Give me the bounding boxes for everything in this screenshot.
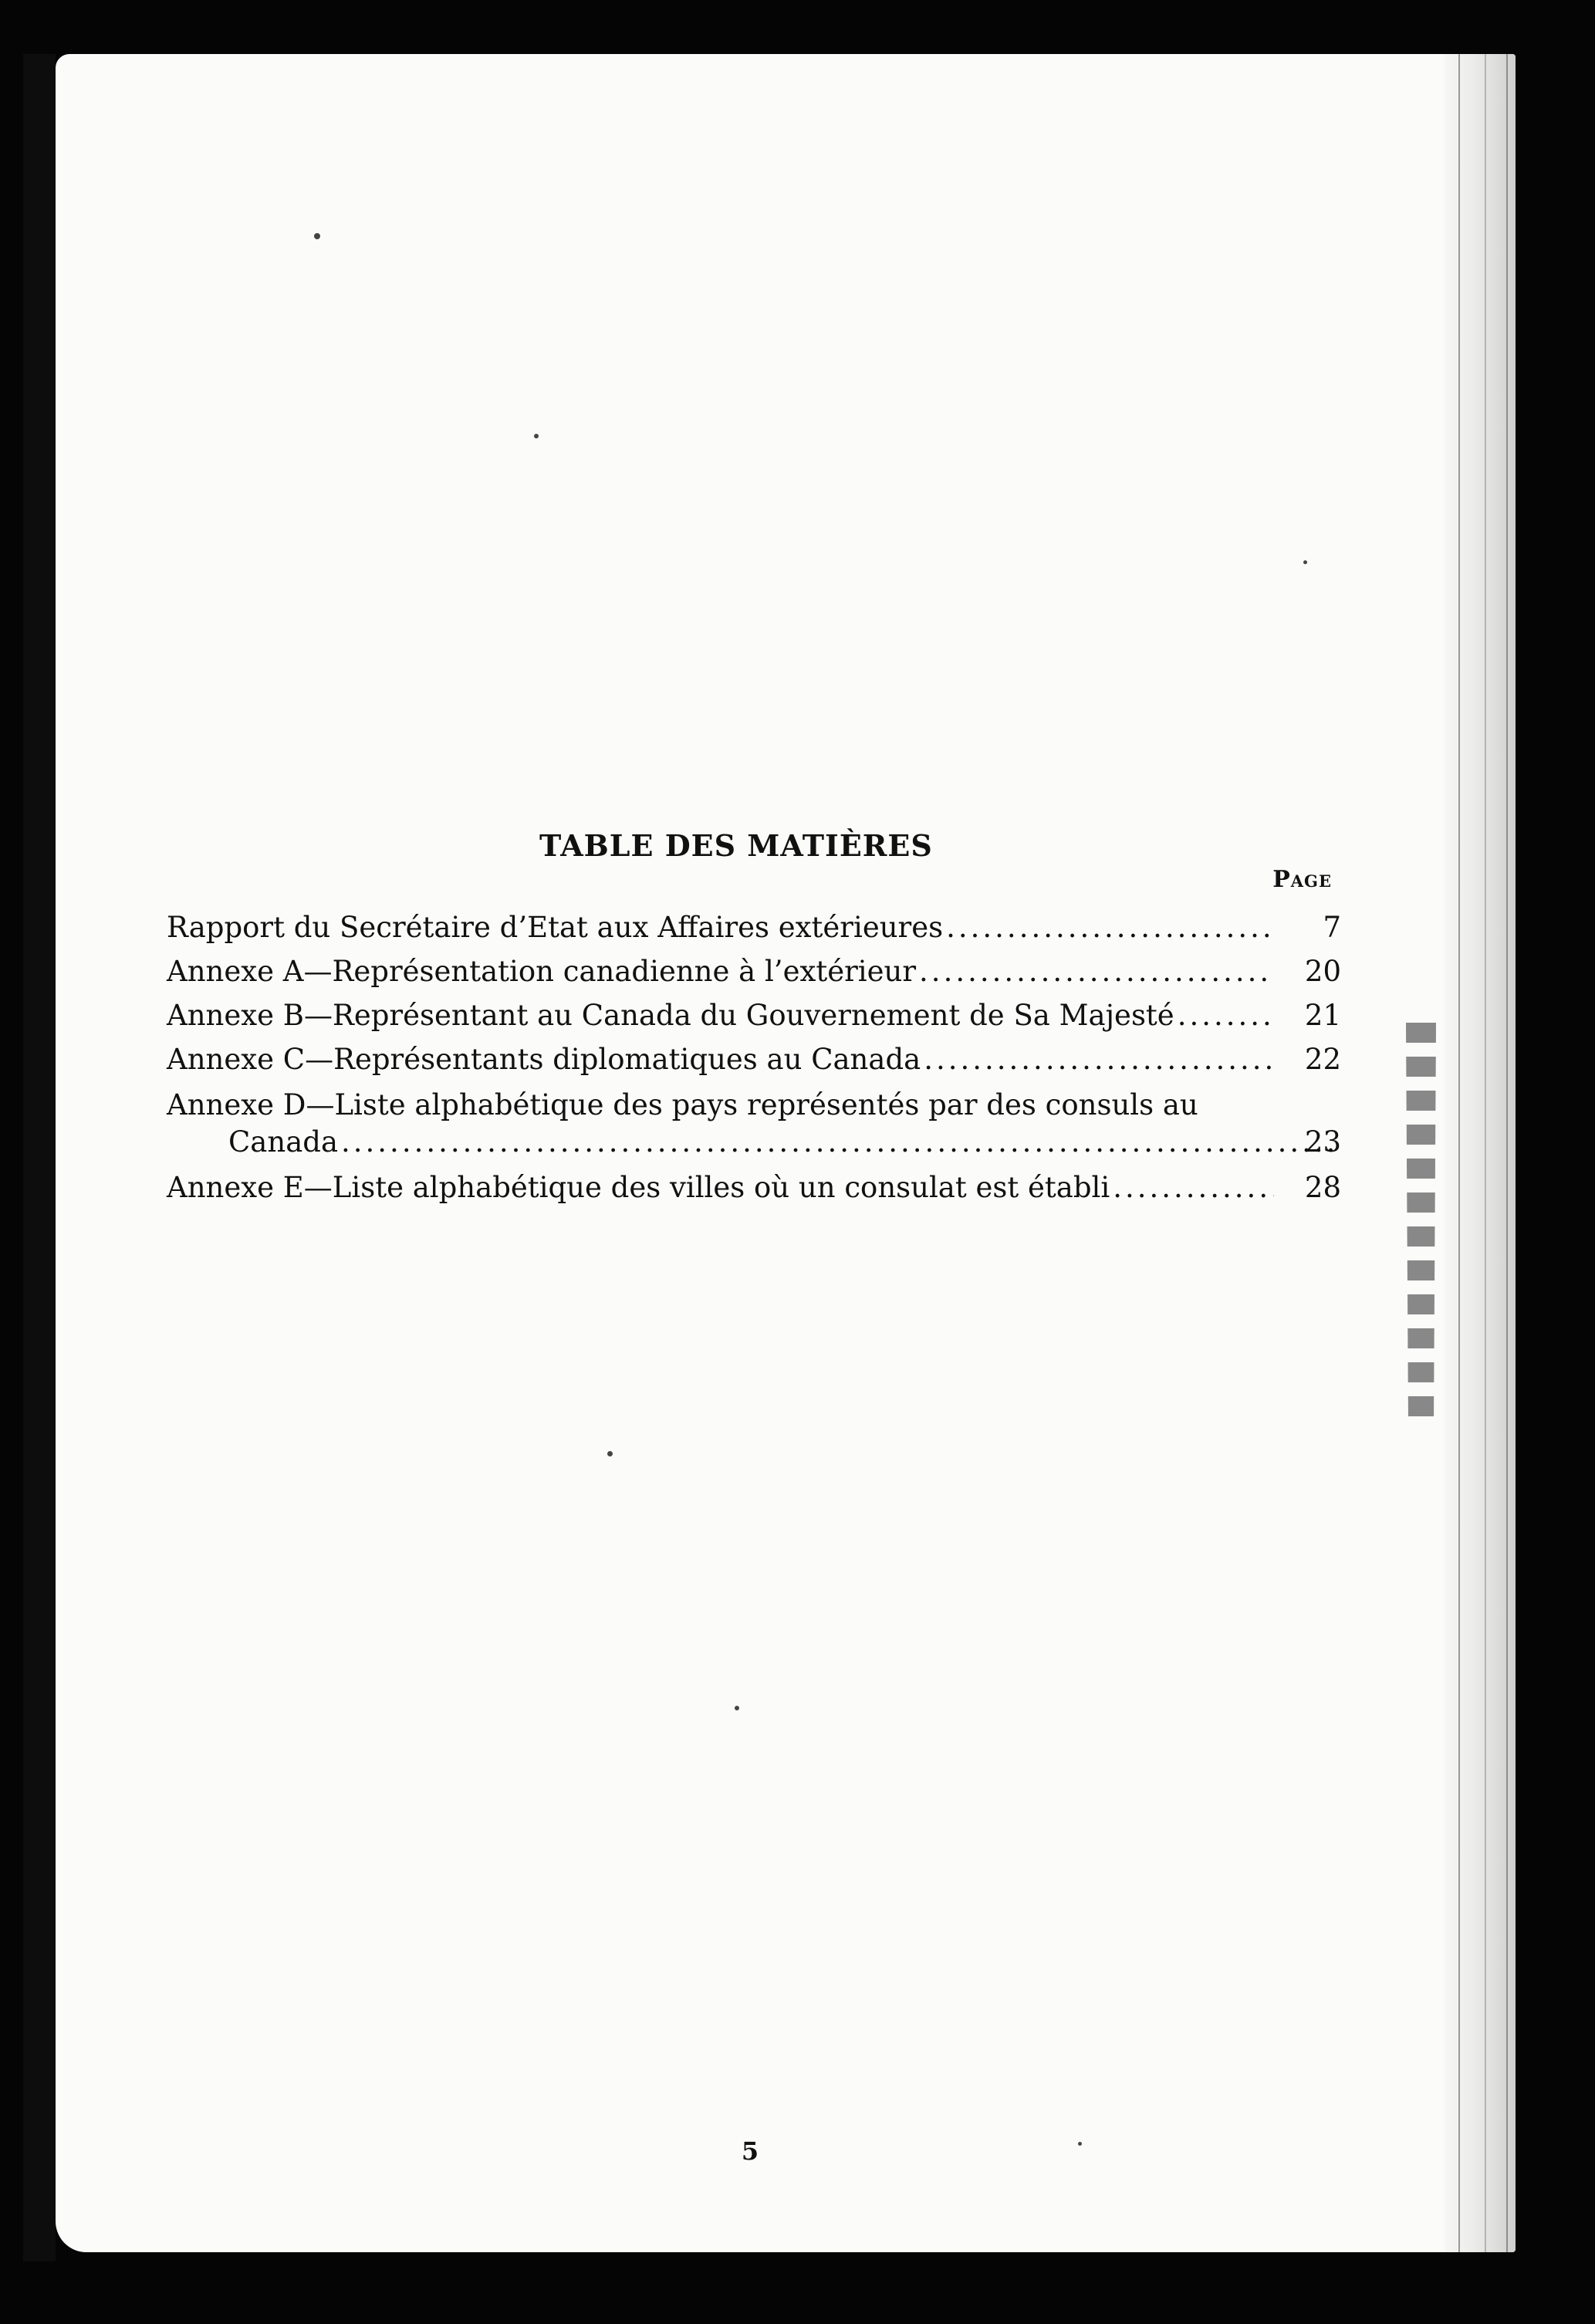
dust-speck [1078, 2142, 1082, 2146]
toc-entry [167, 1087, 1341, 1161]
toc-entry-label: Annexe B—Représentant au Canada du Gouvernement de Sa Majesté [167, 999, 1174, 1032]
dust-speck [1303, 560, 1307, 564]
page-number: 5 [741, 2136, 759, 2166]
toc-entry-line [167, 997, 1274, 1034]
page-column-header: Page [1272, 866, 1332, 893]
left-page-edge [23, 54, 56, 2261]
toc-entry-line [167, 909, 1274, 946]
toc-entry-label: Annexe E—Liste alphabétique des villes où un consulat est établi [167, 1171, 1110, 1204]
toc-title: TABLE DES MATIÈRES [539, 828, 933, 863]
toc-entry [167, 1169, 1341, 1206]
toc-entry [167, 953, 1341, 990]
toc-entry [167, 909, 1341, 946]
toc-entry-label: Annexe C—Représentants diplomatiques au Canada [167, 1043, 921, 1076]
toc-entry-page: 23 [1304, 1125, 1341, 1159]
toc-entry-page: 22 [1304, 1043, 1341, 1076]
toc-entry-label: Rapport du Secrétaire d’Etat aux Affaires extérieures [167, 911, 944, 944]
dot-leader [946, 909, 1274, 946]
dust-speck [735, 1706, 739, 1710]
toc-entry-page: 7 [1323, 911, 1341, 944]
dot-leader [1113, 1169, 1274, 1206]
dot-leader [919, 953, 1274, 990]
binding-line [1506, 54, 1508, 2252]
toc-entry-line [167, 953, 1274, 990]
toc-entry [167, 997, 1341, 1034]
dot-leader [1178, 997, 1274, 1034]
toc-entry-line [167, 1169, 1274, 1206]
toc-entry-page: 21 [1304, 999, 1341, 1032]
dust-speck [534, 434, 539, 438]
dust-speck [314, 233, 320, 239]
toc-entry-line [167, 1087, 1274, 1124]
dot-leader [924, 1041, 1274, 1078]
toc-entry-label: Annexe D—Liste alphabétique des pays représentés par des consuls au [167, 1088, 1198, 1121]
toc-entry-line-continued [167, 1124, 1336, 1161]
toc-entry-line [167, 1041, 1274, 1078]
dust-speck [607, 1451, 613, 1456]
toc-entry-page: 28 [1304, 1171, 1341, 1204]
dot-leader [341, 1124, 1336, 1161]
binding-line [1458, 54, 1460, 2252]
toc-entry-label: Annexe A—Représentation canadienne à l’extérieur [167, 955, 917, 988]
toc-entry-page: 20 [1304, 955, 1341, 988]
binding-strip [1445, 54, 1516, 2252]
page-sheet [56, 54, 1516, 2252]
toc-entry-label-continued: Canada [228, 1125, 339, 1159]
toc-entry [167, 1041, 1341, 1078]
bleed-through-text [1397, 1023, 1443, 1424]
binding-line [1485, 54, 1486, 2252]
